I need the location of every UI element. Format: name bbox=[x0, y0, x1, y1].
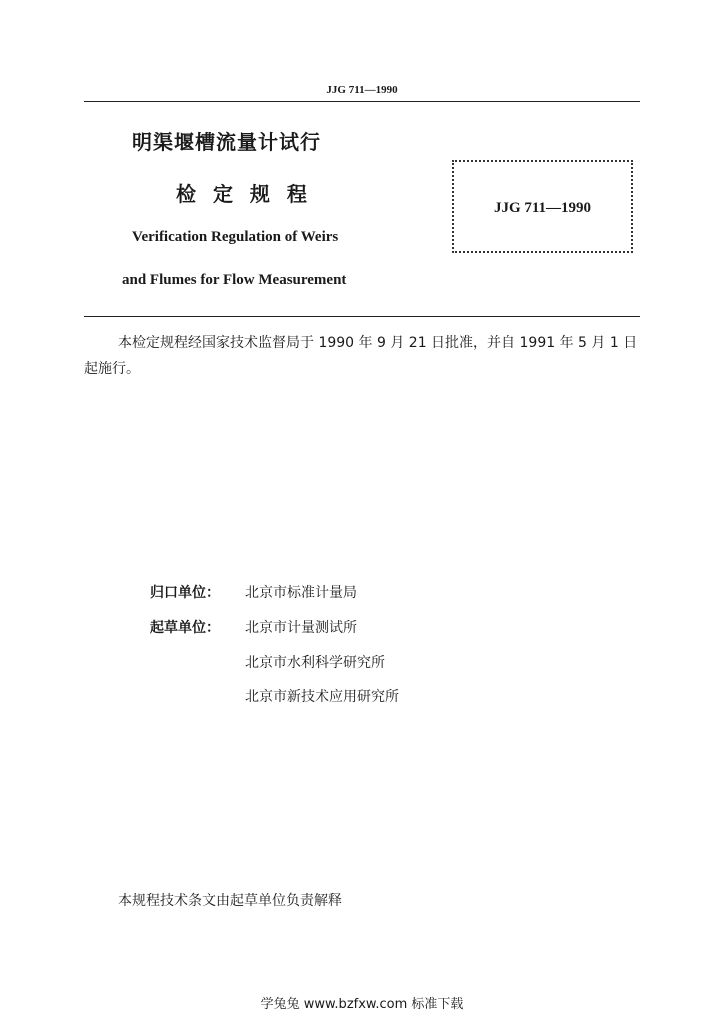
subtitle-chinese: 检 定 规 程 bbox=[176, 182, 309, 206]
standard-code-box-text: JJG 711—1990 bbox=[493, 200, 592, 216]
drafting-unit-value: 北京市水利科学研究所 bbox=[245, 655, 385, 671]
title-english-line-1: Verification Regulation of Weirs bbox=[132, 229, 339, 245]
site-watermark: 学兔兔 www.bzfxw.com 标准下载 bbox=[260, 997, 464, 1012]
approval-statement bbox=[84, 330, 644, 382]
approval-text: 本检定规程经国家技术监督局于 1990 年 9 月 21 日批准，并自 1991 年 5 月 1 日起施行。 bbox=[84, 335, 638, 377]
drafting-unit-label: 起草单位： bbox=[150, 620, 220, 636]
standard-code-box bbox=[452, 160, 633, 253]
top-rule bbox=[84, 101, 640, 102]
drafting-unit-value: 北京市计量测试所 bbox=[245, 620, 357, 636]
title-rule bbox=[84, 316, 640, 317]
responsible-unit-value: 北京市标准计量局 bbox=[245, 585, 357, 601]
drafting-unit-value: 北京市新技术应用研究所 bbox=[245, 689, 399, 705]
interpretation-note: 本规程技术条文由起草单位负责解释 bbox=[118, 893, 342, 909]
title-chinese: 明渠堰槽流量计试行 bbox=[132, 130, 321, 154]
title-english-line-2: and Flumes for Flow Measurement bbox=[122, 272, 347, 288]
header-standard-code: JJG 711—1990 bbox=[326, 84, 398, 96]
responsible-unit-label: 归口单位： bbox=[150, 585, 220, 601]
